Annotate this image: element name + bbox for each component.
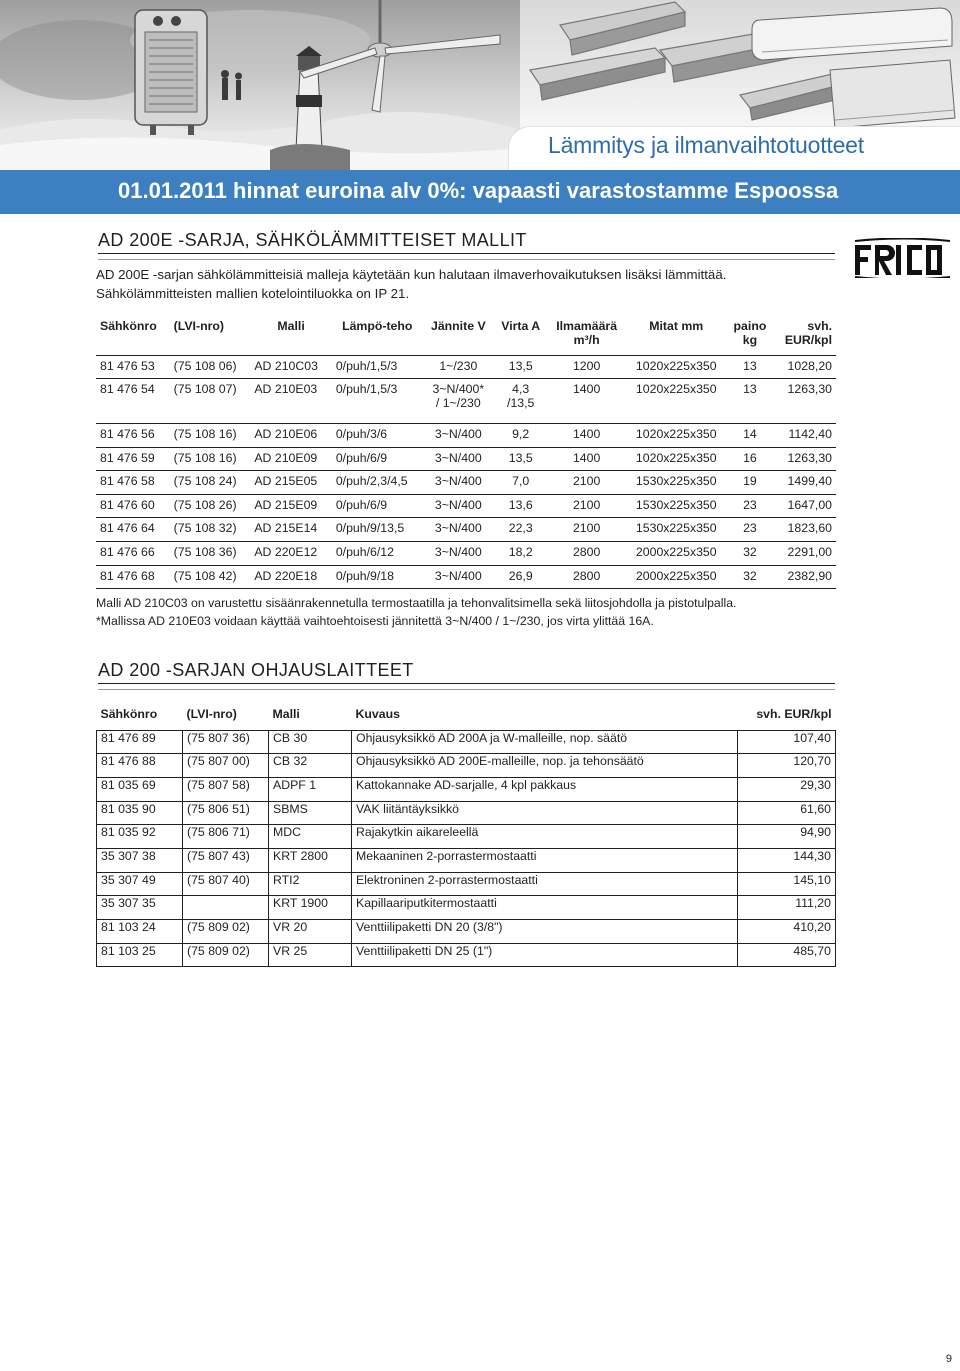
cell-jannite: 3~N/400 [423,494,494,518]
cell-malli: VR 20 [269,920,352,944]
cell-sahkonro: 81 476 56 [96,424,170,448]
table-row [97,896,836,920]
cell-paino: 32 [727,565,773,589]
cell-kuvaus: Ohjausyksikkö AD 200E-malleille, nop. ja tehonsäätö [352,754,738,778]
cell-teho: 0/puh/6/9 [332,494,423,518]
col-header-teho: Lämpö-teho [342,319,413,333]
cell-jannite: 3~N/400 [423,542,494,566]
table-row [97,825,836,849]
cell-hinta: 107,40 [738,730,836,754]
cell-sahkonro: 81 476 88 [97,754,183,778]
col-header-paino [727,319,773,355]
table-row [96,471,836,495]
header-banner-image [0,0,960,170]
cell-hinta: 29,30 [738,777,836,801]
cell-lvi: (75 108 24) [170,471,251,495]
col-header-lvi: (LVI-nro) [186,707,237,721]
cell-ilmamaara: 2100 [547,494,625,518]
table-row [96,494,836,518]
cell-teho: 0/puh/9/13,5 [332,518,423,542]
cell-ilmamaara: 1400 [547,379,625,424]
cell-sahkonro: 35 307 38 [97,848,183,872]
cell-lvi: (75 807 36) [183,730,269,754]
note-ad210c03: Malli AD 210C03 on varustettu sisäänrakennetulla termostaatilla ja tehonvalitsimella sekä liitosjohdolla ja pistotulpalla. [96,596,737,610]
cell-lvi: (75 108 07) [170,379,251,424]
cell-malli: AD 210E09 [250,447,331,471]
cell-mitat: 1020x225x350 [626,447,727,471]
col-header-lvi: (LVI-nro) [173,319,224,333]
radiant-heater-images [500,0,960,130]
cell-paino: 19 [727,471,773,495]
cell-kuvaus: Venttiilipaketti DN 20 (3/8") [352,920,738,944]
col-header-jannite: Jännite V [430,319,486,333]
cell-lvi: (75 807 00) [183,754,269,778]
cell-hinta: 1142,40 [773,424,836,448]
cell-lvi: (75 108 16) [170,424,251,448]
cell-malli: AD 215E14 [250,518,331,542]
cell-ilmamaara: 1400 [547,424,625,448]
cell-malli: AD 210E06 [250,424,331,448]
cell-paino: 14 [727,424,773,448]
cell-malli: KRT 1900 [269,896,352,920]
cell-sahkonro: 81 476 89 [97,730,183,754]
table-row [97,754,836,778]
cell-hinta: 1823,60 [773,518,836,542]
cell-kuvaus: VAK liitäntäyksikkö [352,801,738,825]
cell-lvi: (75 807 58) [183,777,269,801]
col-header-sahkonro: Sähkönro [100,707,158,721]
cell-virta: 13,5 [494,355,547,379]
cell-virta: 9,2 [494,424,547,448]
table-row [96,447,836,471]
cell-malli: VR 25 [269,943,352,967]
cell-sahkonro: 35 307 49 [97,872,183,896]
cell-hinta: 1263,30 [773,447,836,471]
col-header-malli: Malli [277,319,305,333]
cell-sahkonro: 81 103 24 [97,920,183,944]
col-header-hinta-label: svh. [807,319,832,333]
fan-heater-image [135,10,207,135]
frico-logo [852,238,956,278]
section-heading-ad200e: AD 200E -SARJA, SÄHKÖLÄMMITTEISET MALLIT [98,230,835,254]
cell-sahkonro: 81 476 64 [96,518,170,542]
cell-sahkonro: 81 476 59 [96,447,170,471]
table-header-row [97,707,836,730]
cell-hinta: 120,70 [738,754,836,778]
cell-sahkonro: 81 476 60 [96,494,170,518]
cell-teho: 0/puh/6/9 [332,447,423,471]
cell-lvi [183,896,269,920]
table-row [96,424,836,448]
col-header-virta: Virta A [501,319,541,333]
cell-hinta: 1647,00 [773,494,836,518]
cell-teho: 0/puh/2,3/4,5 [332,471,423,495]
cell-hinta: 144,30 [738,848,836,872]
cell-hinta: 410,20 [738,920,836,944]
table-notes [96,595,856,630]
cell-mitat: 1530x225x350 [626,518,727,542]
table-row [97,943,836,967]
cell-paino: 32 [727,542,773,566]
cell-lvi: (75 806 51) [183,801,269,825]
table-row [96,542,836,566]
col-header-paino-unit: kg [742,333,758,347]
cell-virta [494,379,547,424]
cell-lvi: (75 108 16) [170,447,251,471]
cell-jannite: 3~N/400 [423,471,494,495]
cell-kuvaus: Kapillaariputkitermostaatti [352,896,738,920]
table-row [96,379,836,424]
cell-malli: AD 210C03 [250,355,331,379]
cell-lvi: (75 108 36) [170,542,251,566]
cell-lvi: (75 807 40) [183,872,269,896]
table-row [97,848,836,872]
col-header-mitat: Mitat mm [649,319,704,333]
col-header-kuvaus: Kuvaus [355,707,400,721]
col-header-malli: Malli [272,707,300,721]
cell-teho: 0/puh/9/18 [332,565,423,589]
cell-mitat: 1020x225x350 [626,355,727,379]
cell-ilmamaara: 2100 [547,471,625,495]
cell-virta: 7,0 [494,471,547,495]
cell-mitat: 2000x225x350 [626,565,727,589]
cell-hinta: 1263,30 [773,379,836,424]
cell-virta: 22,3 [494,518,547,542]
cell-virta-line2: /13,5 [507,396,535,411]
cell-jannite-line2: / 1~/230 [435,396,481,411]
page-number: 9 [945,1353,952,1365]
cell-teho: 0/puh/3/6 [332,424,423,448]
cell-jannite [423,379,494,424]
cell-lvi: (75 108 26) [170,494,251,518]
cell-malli: CB 32 [269,754,352,778]
cell-hinta: 145,10 [738,872,836,896]
table-row [97,872,836,896]
price-banner-text: 01.01.2011 hinnat euroina alv 0%: vapaasti varastostamme Espoossa [118,178,839,203]
cell-sahkonro: 81 035 92 [97,825,183,849]
cell-virta-line1: 4,3 [512,382,530,397]
cell-hinta: 485,70 [738,943,836,967]
col-header-ilmamaara-unit: m³/h [573,333,600,347]
cell-malli: ADPF 1 [269,777,352,801]
cell-lvi: (75 108 06) [170,355,251,379]
cell-hinta: 1028,20 [773,355,836,379]
cell-malli: AD 215E05 [250,471,331,495]
cell-ilmamaara: 1400 [547,447,625,471]
cell-ilmamaara: 2800 [547,565,625,589]
cell-paino: 23 [727,494,773,518]
cell-paino: 13 [727,379,773,424]
table-row [96,355,836,379]
cell-virta: 18,2 [494,542,547,566]
cell-sahkonro: 81 476 53 [96,355,170,379]
cell-kuvaus: Elektroninen 2-porrastermostaatti [352,872,738,896]
cell-lvi: (75 108 42) [170,565,251,589]
cell-virta: 26,9 [494,565,547,589]
table-row [97,730,836,754]
intro-paragraph: AD 200E -sarjan sähkölämmitteisiä malleja käytetään kun halutaan ilmaverhovaikutuksen lisäksi lämmittää. Sähkölämmitteisten mallien kotelointiluokka on IP 21. [96,267,727,301]
cell-jannite: 3~N/400 [423,565,494,589]
cell-mitat: 1020x225x350 [626,379,727,424]
cell-hinta: 2291,00 [773,542,836,566]
cell-kuvaus: Venttiilipaketti DN 25 (1") [352,943,738,967]
col-header-sahkonro: Sähkönro [100,319,157,333]
cell-malli: RTI2 [269,872,352,896]
table-row [96,565,836,589]
cell-hinta: 111,20 [738,896,836,920]
cell-teho: 0/puh/1,5/3 [332,379,423,424]
note-ad210e03: *Mallissa AD 210E03 voidaan käyttää vaihtoehtoisesti jännitettä 3~N/400 / 1~/230, jos virta ylittää 16A. [96,613,654,628]
cell-malli: AD 215E09 [250,494,331,518]
col-header-ilmamaara [547,319,625,355]
table-row [97,777,836,801]
cell-paino: 13 [727,355,773,379]
cell-ilmamaara: 2800 [547,542,625,566]
cell-lvi: (75 809 02) [183,943,269,967]
controls-price-table [96,707,836,967]
cell-malli: AD 210E03 [250,379,331,424]
cell-sahkonro: 81 035 69 [97,777,183,801]
cell-jannite: 1~/230 [423,355,494,379]
cell-mitat: 1020x225x350 [626,424,727,448]
cell-ilmamaara: 1200 [547,355,625,379]
col-header-paino-label: paino [733,319,767,333]
product-photo-collage [0,0,520,170]
section-heading-controls: AD 200 -SARJAN OHJAUSLAITTEET [98,660,835,684]
cell-mitat: 1530x225x350 [626,494,727,518]
table-row [97,920,836,944]
cell-sahkonro: 81 103 25 [97,943,183,967]
cell-malli: KRT 2800 [269,848,352,872]
cell-lvi: (75 807 43) [183,848,269,872]
cell-kuvaus: Ohjausyksikkö AD 200A ja W-malleille, nop. säätö [352,730,738,754]
table-header-row [96,319,836,355]
cell-sahkonro: 81 035 90 [97,801,183,825]
cell-kuvaus: Rajakytkin aikareleellä [352,825,738,849]
cell-sahkonro: 81 476 68 [96,565,170,589]
cell-malli: MDC [269,825,352,849]
cell-sahkonro: 81 476 66 [96,542,170,566]
heater-price-table [96,319,836,589]
cell-kuvaus: Kattokannake AD-sarjalle, 4 kpl pakkaus [352,777,738,801]
cell-malli: SBMS [269,801,352,825]
cell-mitat: 2000x225x350 [626,542,727,566]
cell-lvi: (75 809 02) [183,920,269,944]
cell-lvi: (75 108 32) [170,518,251,542]
table-row [96,518,836,542]
col-header-hinta-unit: EUR/kpl [784,333,832,347]
cell-paino: 23 [727,518,773,542]
cell-sahkonro: 81 476 58 [96,471,170,495]
cell-jannite: 3~N/400 [423,518,494,542]
cell-jannite-line1: 3~N/400* [432,382,485,397]
col-header-ilmamaara-label: Ilmamäärä [556,319,618,333]
cell-malli: CB 30 [269,730,352,754]
cell-hinta: 1499,40 [773,471,836,495]
cell-kuvaus: Mekaaninen 2-porrastermostaatti [352,848,738,872]
cell-hinta: 94,90 [738,825,836,849]
cell-malli: AD 220E12 [250,542,331,566]
cell-teho: 0/puh/1,5/3 [332,355,423,379]
cell-lvi: (75 806 71) [183,825,269,849]
cell-jannite: 3~N/400 [423,447,494,471]
col-header-hinta: svh. EUR/kpl [756,707,832,721]
cell-hinta: 61,60 [738,801,836,825]
cell-virta: 13,6 [494,494,547,518]
price-banner [0,170,960,214]
cell-sahkonro: 81 476 54 [96,379,170,424]
table-row [97,801,836,825]
cell-jannite: 3~N/400 [423,424,494,448]
cell-teho: 0/puh/6/12 [332,542,423,566]
cell-virta: 13,5 [494,447,547,471]
col-header-hinta [773,319,836,355]
cell-paino: 16 [727,447,773,471]
cell-mitat: 1530x225x350 [626,471,727,495]
cell-ilmamaara: 2100 [547,518,625,542]
category-title: Lämmitys ja ilmanvaihtotuotteet [548,132,864,158]
cell-sahkonro: 35 307 35 [97,896,183,920]
cell-malli: AD 220E18 [250,565,331,589]
cell-hinta: 2382,90 [773,565,836,589]
